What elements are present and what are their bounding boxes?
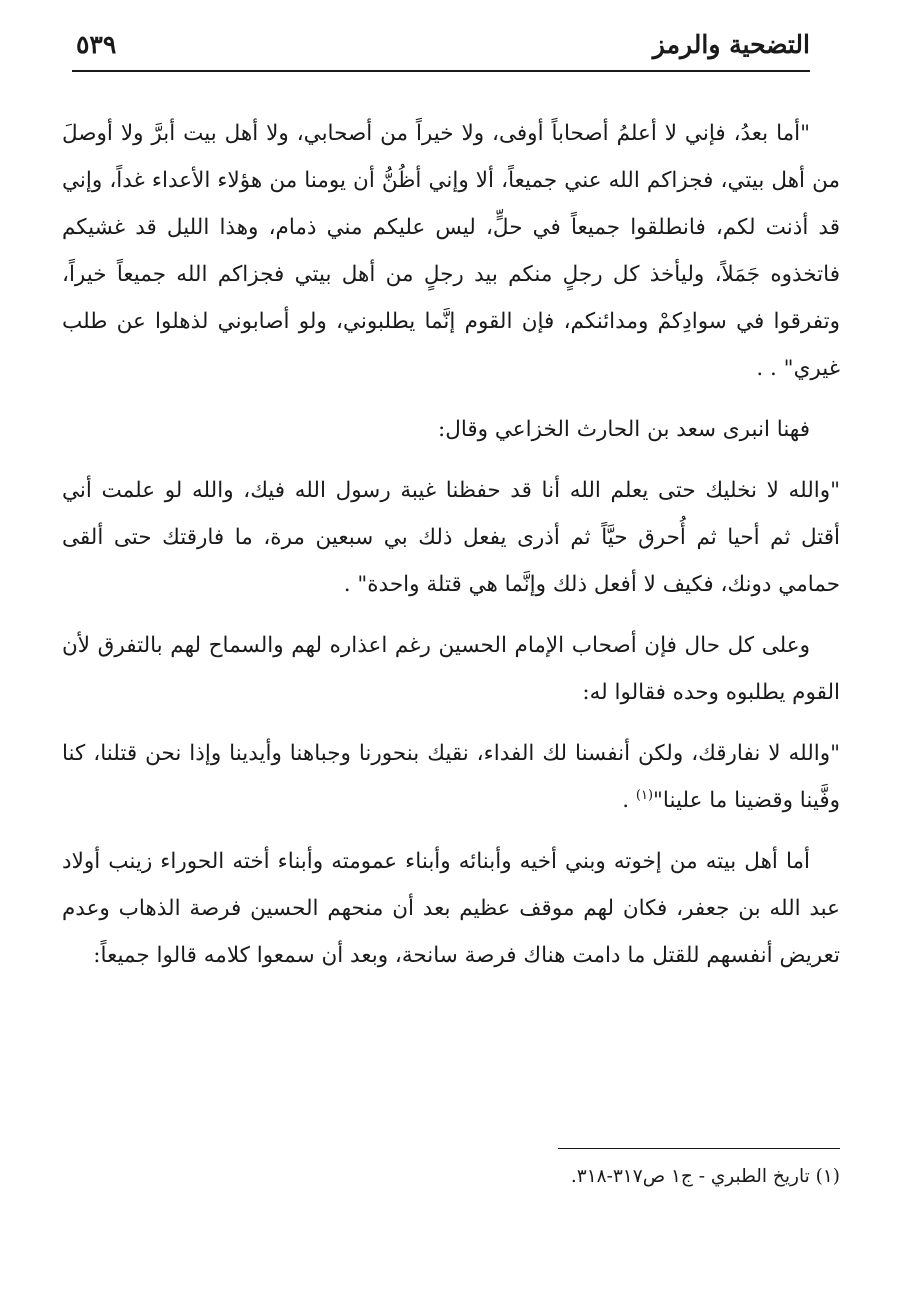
paragraph-oath: [62, 730, 840, 824]
body-text: [62, 110, 840, 979]
footnote-marker: (١): [635, 787, 654, 803]
footnote-divider: [558, 1148, 840, 1149]
paragraph-narration: فهنا انبرى سعد بن الحارث الخزاعي وقال:: [437, 417, 810, 442]
running-title: التضحية والرمز: [652, 30, 810, 59]
paragraph-speech: "أما بعدُ، فإني لا أعلمُ أصحاباً أوفى، ولا خيراً من أصحابي، ولا أهل بيت أبرَّ ولا أوصلَ من أهل بيتي، فجزاكم الله عني جميعاً، ألا وإني أظُنُّ أن يومنا من هؤلاء الأعداء غداً، وإني قد أذنت لكم، فانطلقوا جميعاً في حلٍّ، ليس عليكم مني ذمام، وهذا الليل قد غشيكم فاتخذوه جَمَلاً، وليأخذ كل رجلٍ منكم بيد رجلٍ من أهل بيتي فجزاكم الله جميعاً خيراً، وتفرقوا في سوادِكمْ ومدائنكم، فإن القوم إنَّما يطلبوني، ولو أصابوني لذهلوا عن طلب غيري" . .: [62, 121, 840, 381]
paragraph-companions: وعلى كل حال فإن أصحاب الإمام الحسين رغم اعذاره لهم والسماح لهم بالتفرق لأن القوم يطلبوه وحده فقالوا له:: [62, 633, 840, 705]
paragraph-family: أما أهل بيته من إخوته وبني أخيه وأبنائه وأبناء عمومته وأبناء أخته الحوراء زينب أولاد عبد الله بن جعفر، فكان لهم موقف عظيم بعد أن منحهم الحسين فرصة الذهاب وعدم تعريض أنفسهم للقتل ما دامت هناك فرصة سانحة، وبعد أن سمعوا كلامه قالوا جميعاً:: [62, 849, 840, 968]
header-divider: [72, 70, 810, 72]
footnote: (١) تاريخ الطبري - ج١ ص٣١٧-٣١٨.: [570, 1166, 840, 1187]
paragraph-reply: "والله لا نخليك حتى يعلم الله أنا قد حفظنا غيبة رسول الله فيك، والله لو علمت أني أقتل ثم أحيا ثم أُحرق حيَّاً ثم أذرى يفعل ذلك بي سبعين مرة، ما فارقتك حتى ألقى حمامي دونك، فكيف لا أفعل ذلك وإنَّما هي قتلة واحدة" .: [62, 478, 840, 597]
oath-text: "والله لا نفارقك، ولكن أنفسنا لك الفداء، نقيك بنحورنا وجباهنا وأيدينا وإذا نحن قتلنا، كنا وفَّينا وقضينا ما علينا": [62, 741, 840, 813]
page-number: ٥٣٩: [76, 30, 117, 59]
oath-end: .: [622, 788, 636, 813]
